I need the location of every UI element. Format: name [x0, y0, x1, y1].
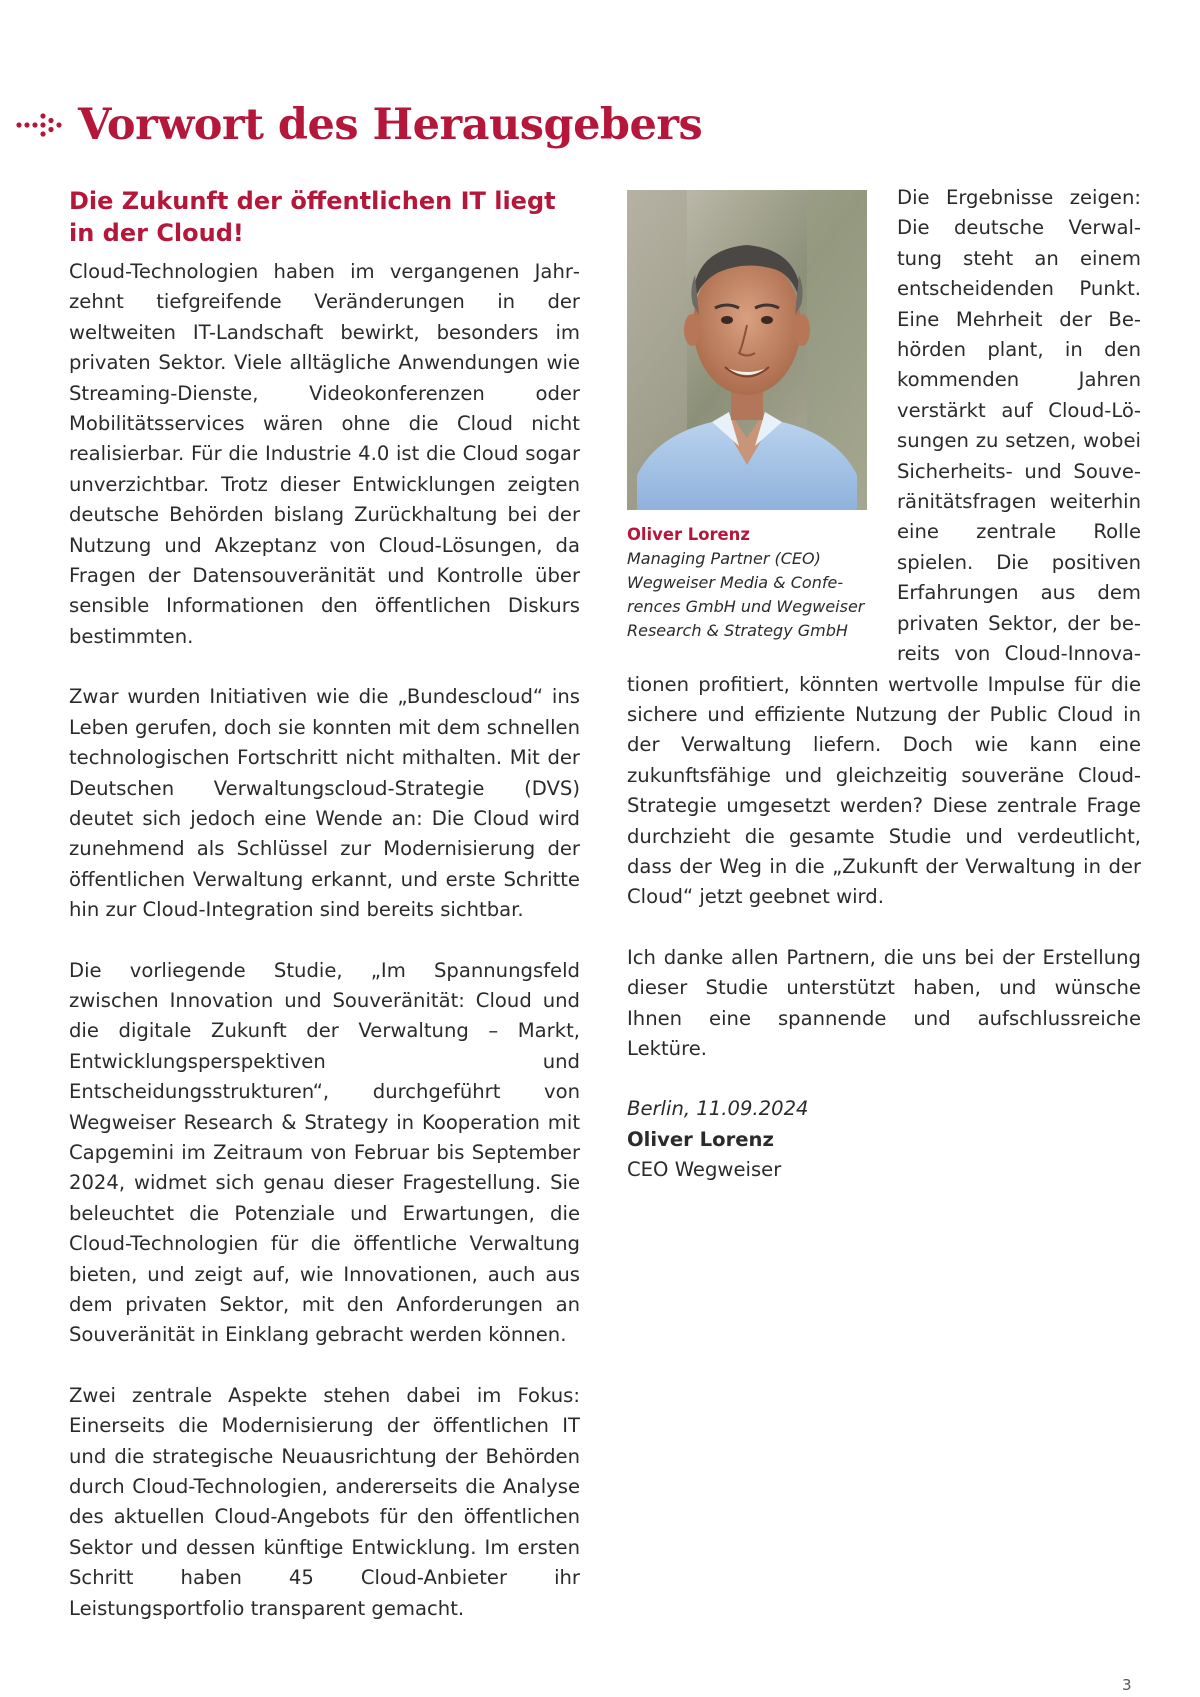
paragraph: Zwei zentrale Aspekte stehen dabei im Fokus: Einerseits die Modernisierung der öffentlichen IT und die strategische Neuausrichtung der Behörden durch Cloud-Technologien, andererseits die Analyse des aktuellen Cloud-Angebots für den öffentlichen Sektor und dessen künftige Entwicklung. Im ersten Schritt haben 45 Cloud-Anbieter ihr Leistungsportfolio transparent gemacht. — [69, 1383, 580, 1620]
signature-date: Berlin, 11.09.2024 — [627, 1097, 809, 1121]
page-number: 3 — [1122, 1676, 1132, 1694]
page-header — [16, 100, 702, 150]
author-portrait — [627, 190, 867, 510]
left-column — [69, 185, 580, 1624]
paragraph: Ich danke allen Partnern, die uns bei der Erstellung dieser Studie unterstützt haben, und wünsche Ihnen eine spannende und aufschlussreiche Lektüre. — [627, 945, 1141, 1060]
signature-role: CEO Wegweiser — [627, 1158, 782, 1182]
paragraph: Die vorliegende Studie, „Im Spannungsfeld zwischen Innovation und Souveränität: Cloud und die digitale Zukunft der Verwaltung – Markt, Entwicklungsperspektiven und Entscheidungsstrukturen“, durchgeführt von Wegweiser Research & Strategy in Kooperation mit Capgemini im Zeitraum von Februar bis September 2024, widmet sich genau dieser Fragestellung. Sie beleuchtet die Potenziale und Erwartungen, die Cloud-Technologien für die öffentliche Verwaltung bieten, und zeigt auf, wie Innovationen, auch aus dem privaten Sektor, mit den Anforderungen an Souveränität in Einklang gebracht werden können. — [69, 958, 580, 1347]
caption-name: Oliver Lorenz — [627, 525, 750, 544]
signature-name: Oliver Lorenz — [627, 1127, 774, 1151]
author-photo-block — [627, 190, 875, 643]
page-title: Vorwort des Herausgebers — [78, 100, 703, 150]
paragraph: Cloud-Technologien haben im vergangenen Jahrzehnt tiefgreifende Veränderungen in der weltweiten IT-Landschaft bewirkt, besonders im privaten Sektor. Viele alltägliche Anwendungen wie Streaming-Dienste, Videokonferenzen oder Mobilitätsservices wären ohne die Cloud nicht realisierbar. Für die Industrie 4.0 ist die Cloud sogar unverzichtbar. Trotz dieser Entwicklungen zeigten deutsche Behörden bislang Zurückhaltung bei der Nutzung und Akzeptanz von Cloud-Lösungen, da Fragen der Datensouveränität und Kontrolle über sensible Informationen den öffentlichen Diskurs bestimmten. — [69, 260, 580, 648]
section-subtitle: Die Zukunft der öffentlichen IT liegt in der Cloud! — [69, 187, 556, 247]
dotted-arrow-icon — [16, 112, 64, 138]
paragraph: Zwar wurden Initiativen wie die „Bundescloud“ ins Leben gerufen, doch sie konnten mit dem schnellen technologischen Fortschritt nicht mithalten. Mit der Deutschen Verwaltungscloud-Strategie (DVS) deutet sich jedoch eine Wende an: Die Cloud wird zunehmend als Schlüssel zur Modernisierung der öffentlichen Verwaltung erkannt, und erste Schritte hin zur Cloud-Integration sind bereits sichtbar. — [69, 685, 580, 922]
paragraph: Die Ergebnisse zeigen: Die deutsche Verwaltung steht an einem entscheidenden Punkt. Eine Mehrheit der Behörden plant, in den kommenden Jahren verstärkt auf Cloud-Lösungen zu setzen, wobei Sicherheits- und Souveränitätsfragen weiterhin eine zentrale Rolle spielen. Die positiven Erfahrungen aus dem privaten Sektor, der bereits von Cloud-Innovationen profitiert, könnten wertvolle Impulse für die sichere und effiziente Nutzung der Public Cloud in der Verwaltung liefern. Doch wie kann eine zukunftsfähige und gleichzeitig souveräne Cloud-Strategie umgesetzt werden? Diese zentrale Frage durchzieht die gesamte Studie und verdeutlicht, dass der Weg in die „Zukunft der Verwaltung in der Cloud“ jetzt geebnet wird. — [627, 186, 1141, 909]
caption-role: Managing Partner (CEO) Wegweiser Media & Conferences GmbH und Wegweiser Research & Strategy GmbH — [627, 549, 865, 640]
right-column — [627, 186, 1141, 1186]
